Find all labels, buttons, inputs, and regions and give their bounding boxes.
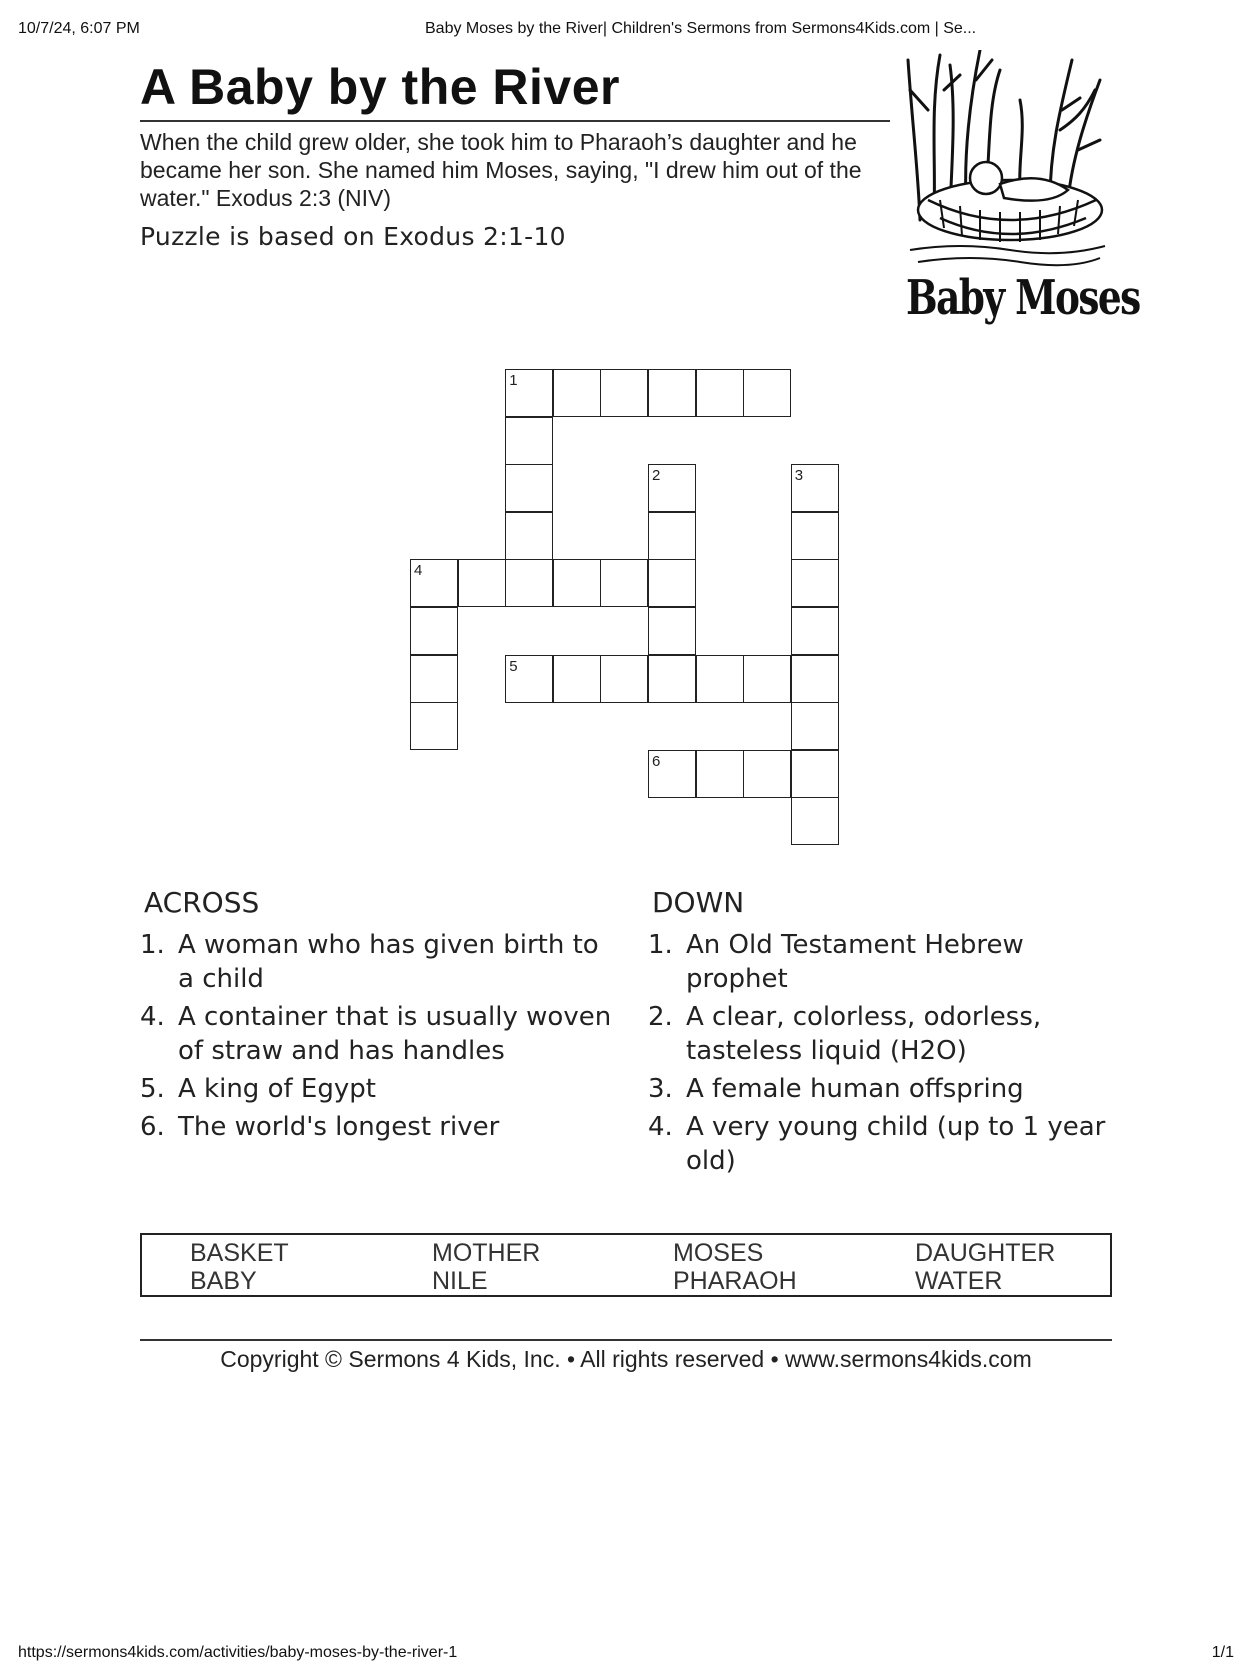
crossword-cell[interactable]	[791, 750, 839, 798]
crossword-cell[interactable]	[505, 559, 553, 607]
clue-number: 3.	[648, 1074, 673, 1104]
crossword-cell[interactable]	[791, 655, 839, 703]
crossword-cell[interactable]	[648, 750, 696, 798]
crossword-cell[interactable]	[410, 607, 458, 655]
clue-text: A container that is usually woven of straw and has handles	[178, 1002, 612, 1066]
bank-word: MOSES	[673, 1239, 764, 1267]
clue-number-label: 6	[652, 752, 661, 770]
across-clue	[140, 1110, 620, 1144]
crossword-cell[interactable]	[410, 655, 458, 703]
clue-number-label: 1	[509, 372, 518, 389]
copyright-notice: Copyright © Sermons 4 Kids, Inc. • All rights reserved • www.sermons4kids.com	[220, 1346, 1032, 1372]
down-heading: DOWN	[652, 886, 745, 919]
bank-word: BABY	[190, 1267, 257, 1295]
crossword-cell[interactable]	[600, 655, 648, 703]
clue-text: A woman who has given birth to a child	[178, 930, 599, 994]
crossword-cell[interactable]	[648, 607, 696, 655]
clue-text: An Old Testament Hebrew prophet	[686, 930, 1024, 994]
crossword-cell[interactable]	[743, 750, 791, 798]
clue-number-label: 2	[652, 467, 661, 485]
down-clue	[648, 928, 1118, 996]
print-page-title: Baby Moses by the River| Children's Sermons from Sermons4Kids.com | Se...	[425, 20, 977, 37]
crossword-cell[interactable]	[458, 559, 506, 607]
crossword-cell[interactable]	[505, 512, 553, 560]
crossword-cell[interactable]	[600, 369, 648, 417]
across-clue	[140, 1000, 620, 1068]
crossword-cell[interactable]	[743, 655, 791, 703]
clue-number: 6.	[140, 1112, 165, 1142]
across-clues	[140, 928, 620, 1148]
crossword-cell[interactable]	[648, 369, 696, 417]
clue-number: 1.	[140, 930, 165, 960]
bank-word: WATER	[915, 1267, 1003, 1295]
clue-number: 4.	[648, 1112, 673, 1142]
worksheet-title: A Baby by the River	[140, 59, 621, 115]
bank-word: NILE	[432, 1267, 488, 1295]
crossword-cell[interactable]	[505, 655, 553, 703]
clue-number: 1.	[648, 930, 673, 960]
clue-number: 4.	[140, 1002, 165, 1032]
crossword-cell[interactable]	[696, 655, 744, 703]
down-clue	[648, 1072, 1118, 1106]
crossword-cell[interactable]	[410, 702, 458, 750]
clue-number: 5.	[140, 1074, 165, 1104]
print-page-number: 1/1	[1211, 1644, 1234, 1661]
across-clue	[140, 1072, 620, 1106]
crossword-cell[interactable]	[696, 750, 744, 798]
crossword-cell[interactable]	[696, 369, 744, 417]
bank-word: BASKET	[190, 1239, 289, 1267]
clue-number-label: 5	[509, 657, 518, 675]
down-clues	[648, 928, 1118, 1182]
puzzle-source: Puzzle is based on Exodus 2:1-10	[140, 222, 566, 251]
clue-number-label: 3	[794, 467, 804, 485]
crossword-cell[interactable]	[505, 417, 553, 465]
crossword-cell[interactable]	[600, 559, 648, 607]
clue-text: A female human offspring	[686, 1074, 1024, 1104]
clue-text: A clear, colorless, odorless, tasteless liquid (H2O)	[686, 1002, 1042, 1066]
bank-word: PHARAOH	[673, 1267, 797, 1295]
illustration-caption: Baby Moses	[906, 270, 1140, 326]
crossword-cell[interactable]	[791, 464, 839, 512]
crossword-cell[interactable]	[505, 464, 553, 512]
title-divider	[140, 120, 890, 122]
down-clue	[648, 1000, 1118, 1068]
crossword-cell[interactable]	[791, 797, 839, 845]
clue-number: 2.	[648, 1002, 673, 1032]
word-bank	[140, 1233, 1112, 1297]
crossword-cell[interactable]	[553, 559, 601, 607]
across-heading: ACROSS	[144, 886, 260, 919]
down-clue	[648, 1110, 1118, 1178]
clue-text: A king of Egypt	[178, 1074, 376, 1104]
crossword-cell[interactable]	[553, 655, 601, 703]
crossword-cell[interactable]	[743, 369, 791, 417]
crossword-cell[interactable]	[791, 512, 839, 560]
crossword-cell[interactable]	[648, 512, 696, 560]
bank-word: DAUGHTER	[915, 1239, 1056, 1267]
crossword-cell[interactable]	[791, 559, 839, 607]
scripture-verse: When the child grew older, she took him to Pharaoh’s daughter and he became her son. She named him Moses, saying, "I drew him out of the water." Exodus 2:3 (NIV)	[140, 129, 862, 211]
crossword-cell[interactable]	[791, 702, 839, 750]
crossword-cell[interactable]	[648, 464, 696, 512]
print-url: https://sermons4kids.com/activities/baby-moses-by-the-river-1	[18, 1644, 458, 1661]
clue-text: A very young child (up to 1 year old)	[686, 1112, 1106, 1176]
crossword-cell[interactable]	[648, 655, 696, 703]
crossword-cell[interactable]	[505, 369, 553, 417]
crossword-cell[interactable]	[791, 607, 839, 655]
footer-divider	[140, 1339, 1112, 1341]
across-clue	[140, 928, 620, 996]
crossword-cell[interactable]	[553, 369, 601, 417]
baby-in-basket-icon	[900, 50, 1110, 270]
bank-word: MOTHER	[432, 1239, 541, 1267]
crossword-cell[interactable]	[410, 559, 458, 607]
print-date: 10/7/24, 6:07 PM	[18, 20, 140, 37]
crossword-cell[interactable]	[648, 559, 696, 607]
clue-number-label: 4	[414, 562, 423, 580]
clue-text: The world's longest river	[178, 1112, 500, 1142]
